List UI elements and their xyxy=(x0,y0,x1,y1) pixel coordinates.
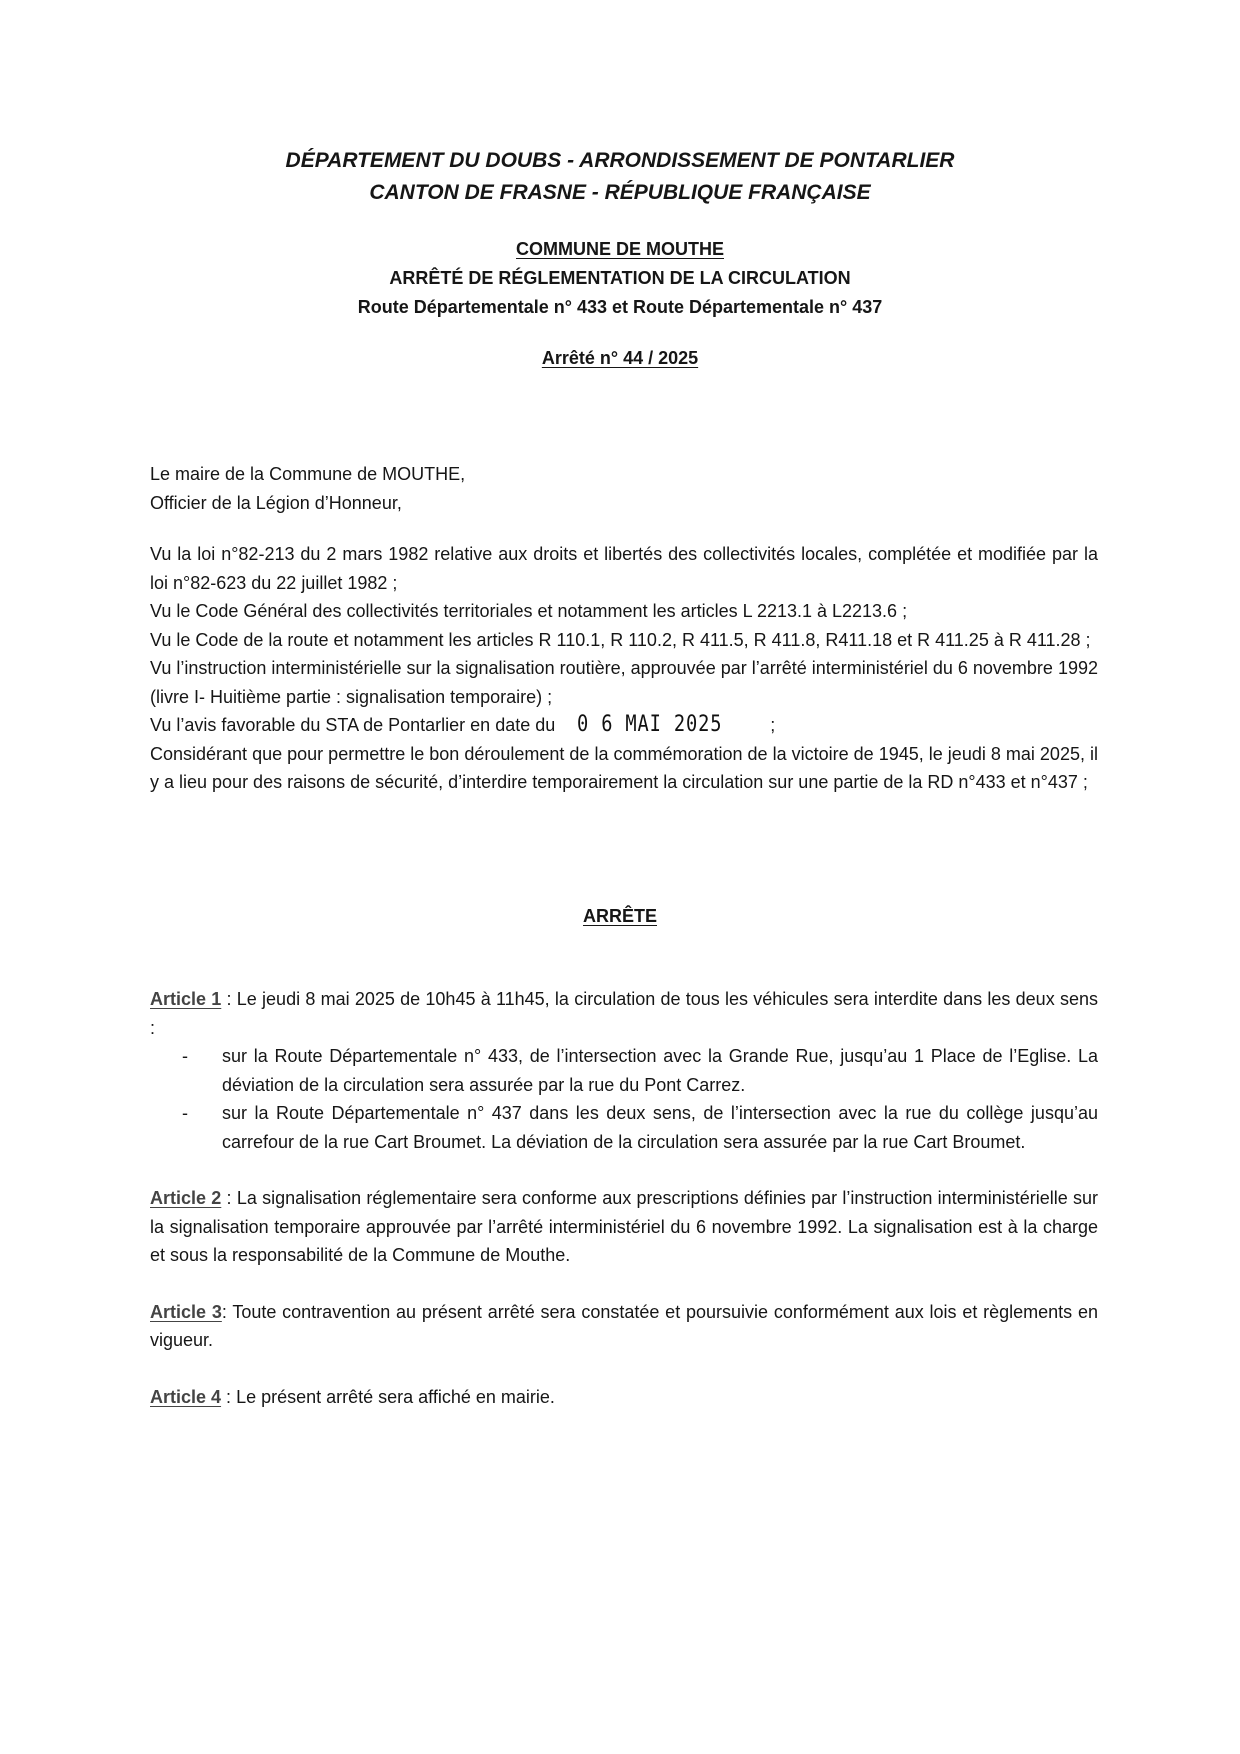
visa-paragraph: Vu le Code de la route et notamment les articles R 110.1, R 110.2, R 411.5, R 411.8, R411.18 et R 411.25 à R 411.28 ; xyxy=(150,629,1091,650)
mayor-line: Le maire de la Commune de MOUTHE, xyxy=(150,464,466,484)
article-text: Le jeudi 8 mai 2025 de 10h45 à 11h45, la circulation de tous les véhicules sera interdite dans les deux sens : xyxy=(150,989,1098,1038)
article-separator: : xyxy=(221,1188,237,1208)
article-text: Le présent arrêté sera affiché en mairie. xyxy=(236,1386,555,1407)
article-3 xyxy=(150,1298,1098,1355)
articles-section xyxy=(150,985,1098,1439)
visa-paragraph-sta xyxy=(150,711,1098,740)
arrete-number: Arrêté n° 44 / 2025 xyxy=(541,348,699,368)
mayor-title-line: Officier de la Légion d’Honneur, xyxy=(150,492,402,513)
article-label: Article 4 xyxy=(150,1386,222,1407)
article-separator: : xyxy=(221,1301,233,1322)
article-4 xyxy=(150,1383,1098,1412)
list-item-text: sur la Route Départementale n° 437 dans les deux sens, de l’intersection avec la rue du collège jusqu’au carrefour de la rue Cart Broumet. La déviation de la circulation sera assurée par la rue Cart Broumet. xyxy=(222,1103,1098,1152)
bullet-dash: - xyxy=(182,1046,188,1066)
article-label: Article 1 xyxy=(150,989,222,1009)
routes-subtitle: Route Départementale n° 433 et Route Départementale n° 437 xyxy=(357,297,883,317)
article-text: Toute contravention au présent arrêté sera constatée et poursuivie conformément aux lois et règlements en vigueur. xyxy=(150,1301,1098,1350)
list-item xyxy=(182,1042,1098,1099)
department-header xyxy=(0,145,1240,209)
commune-header xyxy=(0,235,1240,322)
arrete-heading: ARRÊTE xyxy=(582,906,657,926)
considerant-paragraph: Considérant que pour permettre le bon déroulement de la commémoration de la victoire de 1945, le jeudi 8 mai 2025, il y a lieu pour des raisons de sécurité, d’interdire temporairement la circulation sur une partie de la RD n°433 et n°437 ; xyxy=(150,743,1098,792)
mayor-intro xyxy=(150,460,1098,517)
date-stamp: 0 6 MAI 2025 xyxy=(577,712,723,737)
visa-sta-text: Vu l’avis favorable du STA de Pontarlier en date du xyxy=(150,715,556,735)
visa-paragraph: Vu la loi n°82-213 du 2 mars 1982 relative aux droits et libertés des collectivités locales, complétée et modifiée par la loi n°82-623 du 22 juillet 1982 ; xyxy=(150,544,1098,593)
commune-name: COMMUNE DE MOUTHE xyxy=(516,239,724,259)
article-separator: : xyxy=(221,989,237,1009)
arrete-number-block xyxy=(0,348,1240,369)
list-item-text: sur la Route Départementale n° 433, de l’intersection avec la Grande Rue, jusqu’au 1 Place de l’Eglise. La déviation de la circulation sera assurée par la rue du Pont Carrez. xyxy=(222,1046,1098,1095)
article-2 xyxy=(150,1184,1098,1270)
article-text: La signalisation réglementaire sera conforme aux prescriptions définies par l’instruction interministérielle sur la signalisation temporaire approuvée par l’arrêté interministériel du 6 novembre 1992. La signalisation est à la charge et sous la responsabilité de la Commune de Mouthe. xyxy=(150,1188,1098,1265)
article-separator: : xyxy=(221,1386,237,1407)
article-1 xyxy=(150,985,1098,1156)
article-label: Article 2 xyxy=(150,1188,222,1208)
visa-paragraph: Vu l’instruction interministérielle sur la signalisation routière, approuvée par l’arrêté interministériel du 6 novembre 1992 (livre I- Huitième partie : signalisation temporaire) ; xyxy=(150,658,1098,707)
article-label: Article 3 xyxy=(150,1301,222,1322)
visa-paragraph: Vu le Code Général des collectivités territoriales et notamment les articles L 2213.1 à L2213.6 ; xyxy=(150,601,908,621)
article-1-list xyxy=(150,1042,1098,1156)
list-item xyxy=(182,1099,1098,1156)
canton-line: CANTON DE FRASNE - RÉPUBLIQUE FRANÇAISE xyxy=(369,181,871,204)
visas-section xyxy=(150,540,1098,797)
arrete-type-title: ARRÊTÉ DE RÉGLEMENTATION DE LA CIRCULATION xyxy=(389,268,851,288)
visa-sta-end: ; xyxy=(770,715,776,735)
department-line: DÉPARTEMENT DU DOUBS - ARRONDISSEMENT DE PONTARLIER xyxy=(285,149,955,172)
arrete-heading-block xyxy=(0,906,1240,927)
bullet-dash: - xyxy=(182,1103,188,1123)
